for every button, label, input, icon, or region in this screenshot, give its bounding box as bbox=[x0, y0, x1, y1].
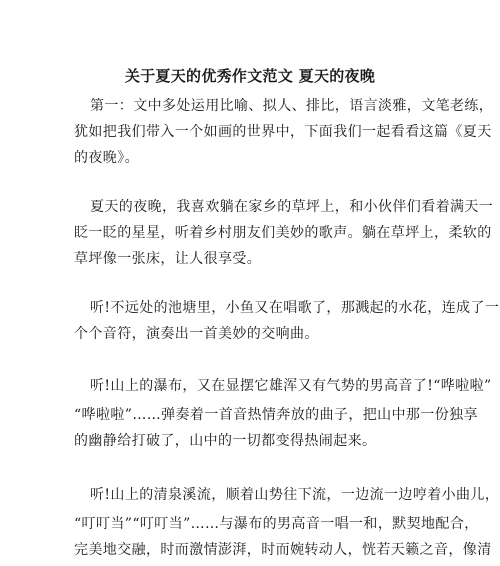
paragraph-1-line-2: 犹如把我们带入一个如画的世界中，下面我们一起看看这篇《夏天 bbox=[74, 124, 492, 140]
paragraph-5-line-1: 听!山上的清泉溪流，顺着山势往下流，一边流一边哼着小曲儿， bbox=[90, 487, 500, 503]
paragraph-3-line-2: 个个音符，演奏出一首美妙的交响曲。 bbox=[74, 326, 319, 342]
paragraph-2-line-2: 眨一眨的星星，听着乡村朋友们美妙的歌声。躺在草坪上，柔软的 bbox=[74, 225, 492, 241]
paragraph-4-line-1: 听!山上的瀑布，又在显摆它雄浑又有气势的男高音了!“哗啦啦” bbox=[90, 378, 492, 394]
paragraph-5-line-3: 完美地交融，时而激情澎湃，时而婉转动人，恍若天籁之音，像清 bbox=[74, 542, 492, 558]
paragraph-2-line-1: 夏天的夜晚，我喜欢躺在家乡的草坪上，和小伙伴们看着满天一 bbox=[90, 199, 494, 215]
paragraph-4-line-2: “哗啦啦”……弹奏着一首音热情奔放的曲子，把山中那一份独享 bbox=[74, 407, 478, 423]
paragraph-5-line-2: “叮叮当”“叮叮当”……与瀑布的男高音一唱一和，默契地配合， bbox=[74, 516, 479, 532]
paragraph-1-line-1: 第一：文中多处运用比喻、拟人、排比，语言淡雅，文笔老练， bbox=[90, 98, 494, 114]
document-title: 关于夏天的优秀作文范文 夏天的夜晚 bbox=[124, 67, 376, 85]
paragraph-3-line-1: 听!不远处的池塘里，小鱼又在唱歌了，那溅起的水花，连成了一 bbox=[90, 300, 500, 316]
paragraph-4-line-3: 的幽静给打破了，山中的一切都变得热闹起来。 bbox=[74, 433, 377, 449]
paragraph-1-line-3: 的夜晚》。 bbox=[74, 150, 139, 166]
paragraph-2-line-3: 草坪像一张床，让人很享受。 bbox=[74, 251, 262, 267]
